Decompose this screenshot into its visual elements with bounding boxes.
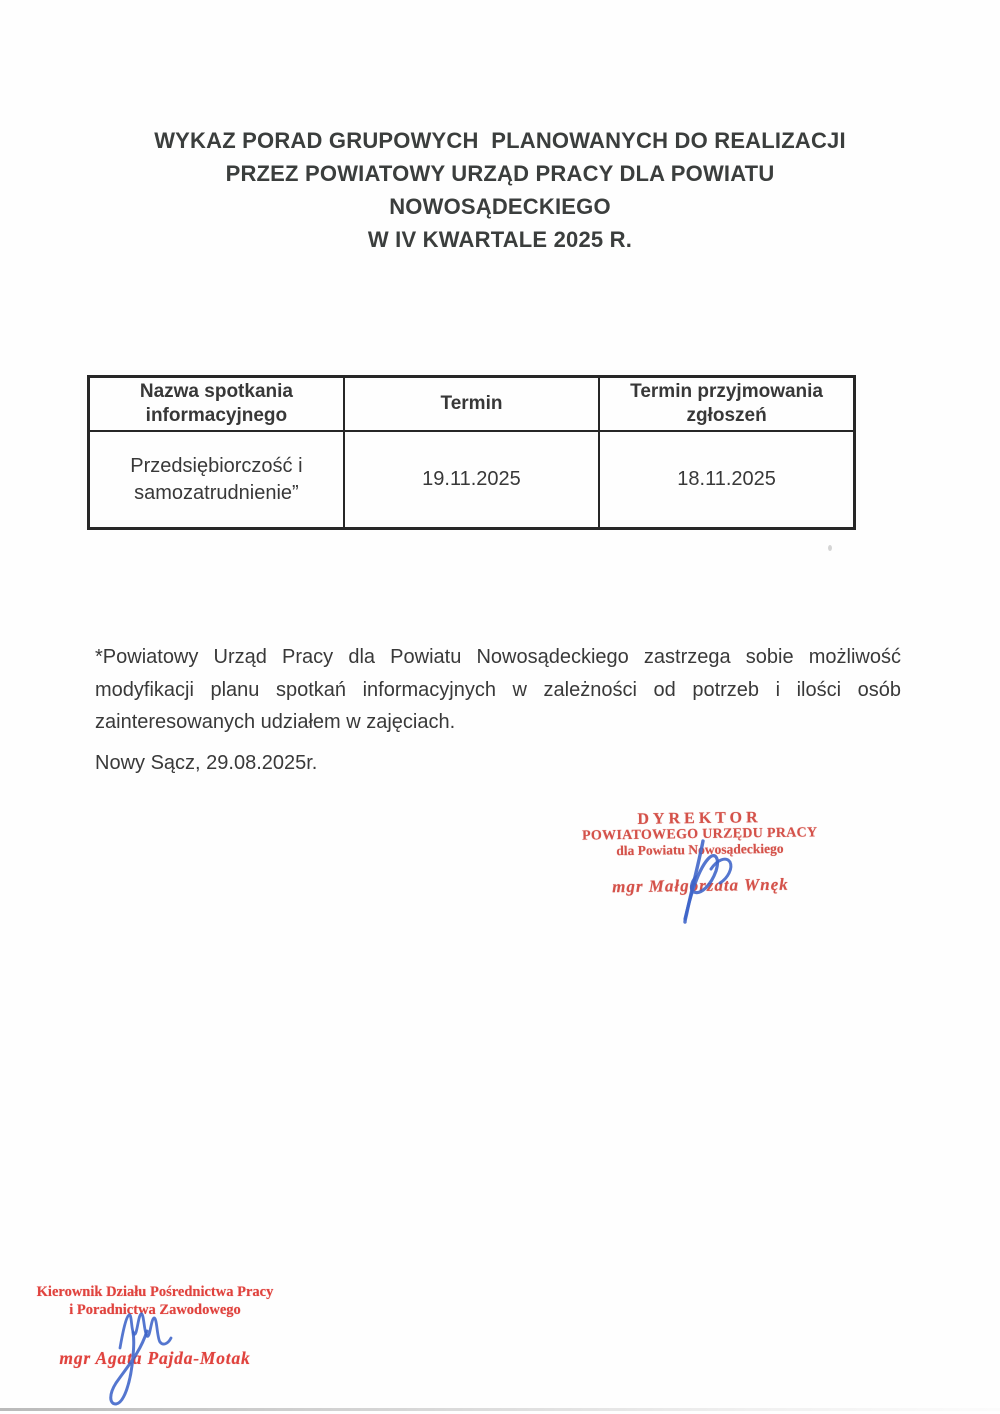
manager-stamp-role-line-1: Kierownik Działu Pośrednictwa Pracy xyxy=(36,1284,274,1300)
cell-registration-deadline: 18.11.2025 xyxy=(599,431,854,529)
footnote-line-1: *Powiatowy Urząd Pracy dla Powiatu Nowosądeckiego zastrzega sobie możliwość xyxy=(95,646,901,668)
cell-meeting-name: Przedsiębiorczość i samozatrudnienie” xyxy=(89,431,344,529)
director-stamp-unit: dla Powiatu Nowosądeckiego xyxy=(616,840,784,859)
scan-artifact-bottom-edge xyxy=(0,1408,1000,1411)
document-title xyxy=(0,124,1000,256)
director-stamp-role: DYREKTOR xyxy=(637,809,762,828)
header-cell-registration-deadline: Termin przyjmowania zgłoszeń xyxy=(599,377,854,432)
header-cell-meeting-name: Nazwa spotkania informacyjnego xyxy=(89,377,344,432)
manager-stamp xyxy=(35,1283,275,1368)
table-header-row xyxy=(89,377,855,432)
place-date-line: Nowy Sącz, 29.08.2025r. xyxy=(95,752,318,774)
title-line-3: NOWOSĄDECKIEGO xyxy=(389,194,611,219)
director-stamp xyxy=(577,808,822,896)
manager-stamp-role-line-2: i Poradnictwa Zawodowego xyxy=(69,1302,241,1318)
footnote-line-3: zainteresowanych udziałem w zajęciach. xyxy=(95,711,456,733)
title-line-1: WYKAZ PORAD GRUPOWYCH PLANOWANYCH DO REALIZACJI xyxy=(154,128,846,153)
director-stamp-name: mgr Małgorzata Wnęk xyxy=(612,874,789,897)
manager-stamp-name: mgr Agata Pajda-Motak xyxy=(59,1348,251,1368)
title-line-2: PRZEZ POWIATOWY URZĄD PRACY DLA POWIATU xyxy=(225,161,775,186)
footnote-line-2: modyfikacji planu spotkań informacyjnych w zależności od potrzeb i ilości osób xyxy=(95,678,901,701)
table-data-row xyxy=(89,431,855,529)
director-stamp-org: POWIATOWEGO URZĘDU PRACY xyxy=(581,825,818,844)
header-cell-date: Termin xyxy=(344,377,599,432)
scan-artifact-speck xyxy=(828,545,832,551)
title-line-4: W IV KWARTALE 2025 R. xyxy=(367,227,633,252)
schedule-table xyxy=(87,375,856,530)
footnote-paragraph xyxy=(95,641,901,739)
cell-date: 19.11.2025 xyxy=(344,431,599,529)
